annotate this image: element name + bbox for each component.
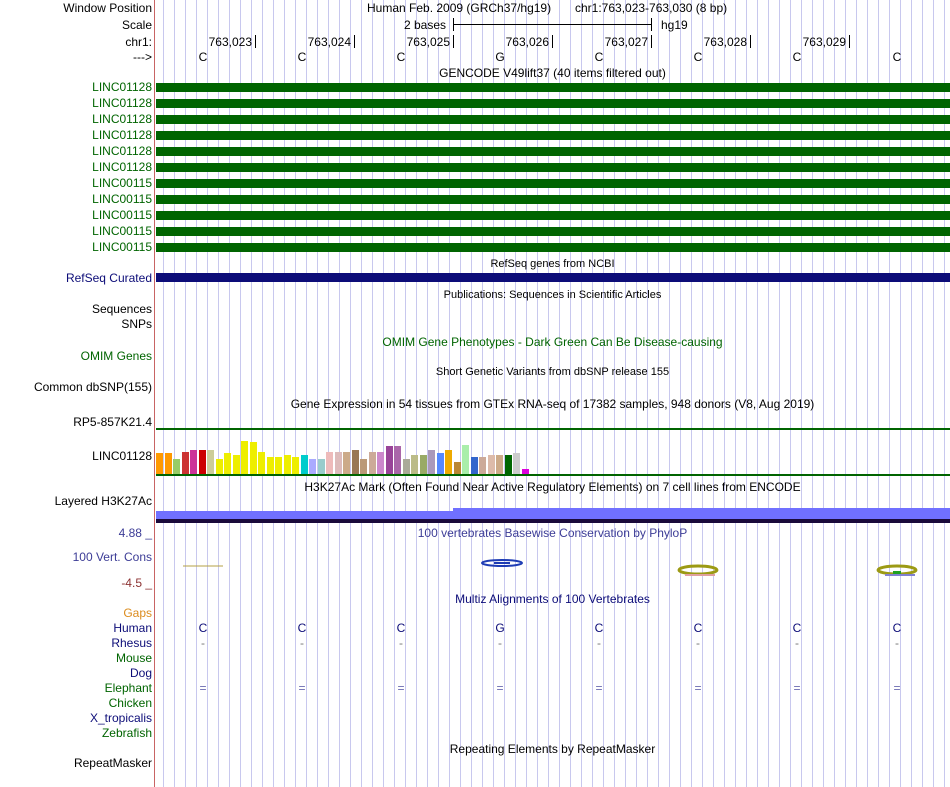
elephant-double-gap-mark: =: [893, 681, 901, 695]
gtex-tissue-bar[interactable]: [488, 455, 495, 474]
gtex-tissue-bar[interactable]: [292, 457, 299, 474]
ruler-position: 763,027: [604, 35, 648, 49]
rhesus-gap-mark: -: [498, 636, 502, 650]
gencode-gene-bar[interactable]: [156, 211, 950, 220]
dna-base: C: [594, 50, 604, 64]
gtex-tissue-bar[interactable]: [479, 457, 486, 474]
omim-track-title[interactable]: OMIM Gene Phenotypes - Dark Green Can Be Disease-causing: [382, 335, 723, 349]
gtex-tissue-bar[interactable]: [428, 450, 435, 474]
gtex-tissue-bar[interactable]: [190, 450, 197, 474]
gtex-tissue-bar[interactable]: [386, 446, 393, 474]
elephant-double-gap-mark: =: [496, 681, 504, 695]
gencode-gene-bar[interactable]: [156, 99, 950, 108]
elephant-double-gap-mark: =: [793, 681, 801, 695]
rhesus-gap-mark: -: [399, 636, 403, 650]
gtex-tissue-bar[interactable]: [513, 453, 520, 474]
gtex-expression-bars[interactable]: [156, 431, 536, 474]
gtex-tissue-bar[interactable]: [335, 452, 342, 474]
species-label[interactable]: Rhesus: [111, 636, 152, 650]
strand-label: --->: [133, 50, 152, 64]
gencode-gene-bar[interactable]: [156, 195, 950, 204]
phylop-min-label: -4.5 _: [121, 576, 152, 590]
dna-base: C: [198, 50, 208, 64]
gtex-tissue-bar[interactable]: [309, 459, 316, 474]
refseq-gene-bar[interactable]: [156, 273, 950, 282]
position-label[interactable]: chr1:763,023-763,030 (8 bp): [575, 1, 728, 15]
h3k27ac-baseline: [156, 519, 950, 523]
gtex-tissue-bar[interactable]: [505, 455, 512, 474]
dna-base: C: [792, 50, 802, 64]
gtex-tissue-bar[interactable]: [462, 445, 469, 474]
gtex-tissue-bar[interactable]: [267, 457, 274, 474]
gtex-tissue-bar[interactable]: [394, 446, 401, 474]
repeatmasker-label[interactable]: RepeatMasker: [73, 756, 152, 770]
ruler-position: 763,026: [505, 35, 549, 49]
snps-label[interactable]: SNPs: [121, 317, 152, 331]
gencode-gene-bar[interactable]: [156, 115, 950, 124]
gtex-tissue-bar[interactable]: [437, 453, 444, 474]
rhesus-gap-mark: -: [300, 636, 304, 650]
refseq-track-title[interactable]: RefSeq genes from NCBI: [490, 258, 615, 270]
human-base: C: [892, 621, 902, 635]
ruler-tick: [453, 35, 454, 48]
phylop-max-label: 4.88 _: [118, 526, 152, 540]
multiz-track-title[interactable]: Multiz Alignments of 100 Vertebrates: [455, 592, 650, 606]
ruler-tick: [849, 35, 850, 48]
elephant-double-gap-mark: =: [397, 681, 405, 695]
gencode-gene-bar[interactable]: [156, 83, 950, 92]
gtex-tissue-bar[interactable]: [301, 455, 308, 474]
omim-label[interactable]: OMIM Genes: [80, 349, 152, 363]
phylop-logo-g: [482, 560, 522, 566]
h3k27ac-signal-right[interactable]: [453, 508, 950, 519]
human-base: C: [396, 621, 406, 635]
gencode-gene-bar[interactable]: [156, 147, 950, 156]
ruler-position: 763,023: [208, 35, 252, 49]
dbsnp-track-title[interactable]: Short Genetic Variants from dbSNP release 155: [435, 366, 670, 378]
gtex-tissue-bar[interactable]: [360, 459, 367, 474]
label-separator: [154, 0, 155, 787]
human-base: G: [495, 621, 505, 635]
species-label[interactable]: X_tropicalis: [89, 711, 152, 725]
sequences-label[interactable]: Sequences: [91, 302, 152, 316]
rhesus-gap-mark: -: [201, 636, 205, 650]
window-position-label: Window Position: [63, 1, 152, 15]
gtex-tissue-bar[interactable]: [377, 452, 384, 474]
scale-bar-right-tick: [651, 18, 652, 31]
gencode-gene-bar[interactable]: [156, 179, 950, 188]
gtex-tissue-bar[interactable]: [224, 453, 231, 474]
elephant-double-gap-mark: =: [595, 681, 603, 695]
gtex-tissue-bar[interactable]: [352, 450, 359, 474]
rhesus-gap-mark: -: [795, 636, 799, 650]
gtex-tissue-bar[interactable]: [173, 459, 180, 474]
gtex-tissue-bar[interactable]: [454, 462, 461, 474]
species-label[interactable]: Dog: [129, 666, 152, 680]
species-label[interactable]: Human: [113, 621, 152, 635]
refseq-label[interactable]: RefSeq Curated: [65, 271, 152, 285]
gtex-gene-label-2[interactable]: LINC01128: [92, 449, 152, 463]
gtex-tissue-bar[interactable]: [165, 453, 172, 474]
gtex-tissue-bar[interactable]: [420, 455, 427, 474]
ruler-position: 763,029: [802, 35, 846, 49]
gencode-gene-label[interactable]: LINC00115: [92, 224, 152, 238]
dna-base: C: [297, 50, 307, 64]
gtex-tissue-bar[interactable]: [343, 452, 350, 474]
elephant-double-gap-mark: =: [694, 681, 702, 695]
h3k27ac-track-title[interactable]: H3K27Ac Mark (Often Found Near Active Regulatory Elements) on 7 cell lines from ENCODE: [304, 480, 801, 494]
gtex-tissue-bar[interactable]: [411, 455, 418, 474]
human-base: C: [693, 621, 703, 635]
rhesus-gap-mark: -: [597, 636, 601, 650]
ruler-position: 763,024: [307, 35, 351, 49]
gencode-gene-label[interactable]: LINC01128: [92, 80, 152, 94]
gencode-gene-bar[interactable]: [156, 163, 950, 172]
scale-label: Scale: [121, 18, 152, 32]
gtex-tissue-bar[interactable]: [258, 452, 265, 474]
elephant-double-gap-mark: =: [298, 681, 306, 695]
ruler-tick: [552, 35, 553, 48]
h3k27ac-label[interactable]: Layered H3K27Ac: [54, 494, 152, 508]
gtex-tissue-bar[interactable]: [403, 459, 410, 474]
phylop-label[interactable]: 100 Vert. Cons: [72, 550, 152, 564]
gtex-tissue-bar[interactable]: [182, 452, 189, 474]
phylop-track-title[interactable]: 100 vertebrates Basewise Conservation by PhyloP: [417, 526, 688, 540]
repeatmasker-track-title[interactable]: Repeating Elements by RepeatMasker: [449, 742, 656, 756]
gencode-gene-bar[interactable]: [156, 243, 950, 252]
ruler-tick: [750, 35, 751, 48]
gtex-gene-label-1[interactable]: RP5-857K21.4: [73, 415, 152, 429]
dna-base: C: [892, 50, 902, 64]
gtex-tissue-bar[interactable]: [207, 450, 214, 474]
gtex-tissue-bar[interactable]: [199, 450, 206, 474]
gencode-gene-label[interactable]: LINC00115: [92, 208, 152, 222]
ruler-position: 763,025: [406, 35, 450, 49]
gencode-gene-label[interactable]: LINC00115: [92, 192, 152, 206]
publications-track-title[interactable]: Publications: Sequences in Scientific Articles: [443, 289, 662, 301]
elephant-double-gap-mark: =: [199, 681, 207, 695]
dbsnp-label[interactable]: Common dbSNP(155): [33, 380, 152, 394]
human-base: C: [198, 621, 208, 635]
chr-label: chr1:: [125, 35, 152, 49]
gencode-gene-label[interactable]: LINC00115: [92, 240, 152, 254]
assembly-label: Human Feb. 2009 (GRCh37/hg19): [367, 1, 552, 15]
phylop-logo-c-2: [878, 566, 916, 576]
ruler-tick: [255, 35, 256, 48]
gtex-tissue-bar[interactable]: [241, 441, 248, 474]
species-label[interactable]: Chicken: [108, 696, 152, 710]
ruler-tick: [651, 35, 652, 48]
h3k27ac-signal-left[interactable]: [156, 511, 453, 519]
gtex-divider-top: [156, 428, 950, 430]
human-base: C: [792, 621, 802, 635]
gtex-tissue-bar[interactable]: [233, 455, 240, 474]
gencode-gene-label[interactable]: LINC01128: [92, 128, 152, 142]
species-label[interactable]: Elephant: [104, 681, 152, 695]
gaps-label[interactable]: Gaps: [123, 606, 152, 620]
phylop-logo-c-1: [679, 566, 717, 576]
scale-db: hg19: [661, 18, 688, 32]
gencode-gene-label[interactable]: LINC01128: [92, 144, 152, 158]
species-label[interactable]: Zebrafish: [101, 726, 152, 740]
gtex-tissue-bar[interactable]: [216, 459, 223, 474]
gtex-tissue-bar[interactable]: [275, 457, 282, 474]
gtex-tissue-bar[interactable]: [156, 453, 163, 474]
gtex-tissue-bar[interactable]: [496, 455, 503, 474]
rhesus-gap-mark: -: [696, 636, 700, 650]
ruler-position: 763,028: [703, 35, 747, 49]
gencode-gene-bar[interactable]: [156, 227, 950, 236]
human-base: C: [297, 621, 307, 635]
gencode-gene-bar[interactable]: [156, 131, 950, 140]
dna-base: C: [396, 50, 406, 64]
phylop-logos: [155, 555, 950, 580]
gtex-tissue-bar[interactable]: [445, 450, 452, 474]
gtex-divider-bottom: [156, 474, 950, 476]
gtex-tissue-bar[interactable]: [326, 452, 333, 474]
gencode-gene-label[interactable]: LINC01128: [92, 112, 152, 126]
species-label[interactable]: Mouse: [115, 651, 152, 665]
gtex-track-title[interactable]: Gene Expression in 54 tissues from GTEx RNA-seq of 17382 samples, 948 donors (V8, Aug 2019): [290, 397, 815, 411]
gencode-gene-label[interactable]: LINC01128: [92, 160, 152, 174]
gtex-tissue-bar[interactable]: [318, 459, 325, 474]
scale-bar: [453, 24, 652, 25]
gencode-track-title[interactable]: GENCODE V49lift37 (40 items filtered out): [439, 66, 666, 80]
gtex-tissue-bar[interactable]: [471, 457, 478, 474]
gencode-gene-label[interactable]: LINC01128: [92, 96, 152, 110]
human-base: C: [594, 621, 604, 635]
dna-base: G: [495, 50, 505, 64]
dna-base: C: [693, 50, 703, 64]
gencode-gene-label[interactable]: LINC00115: [92, 176, 152, 190]
scale-bar-left-tick: [453, 18, 454, 31]
scale-text: 2 bases: [404, 18, 447, 32]
rhesus-gap-mark: -: [895, 636, 899, 650]
ruler-tick: [354, 35, 355, 48]
gtex-tissue-bar[interactable]: [250, 442, 257, 474]
gtex-tissue-bar[interactable]: [284, 455, 291, 474]
gtex-tissue-bar[interactable]: [369, 452, 376, 474]
